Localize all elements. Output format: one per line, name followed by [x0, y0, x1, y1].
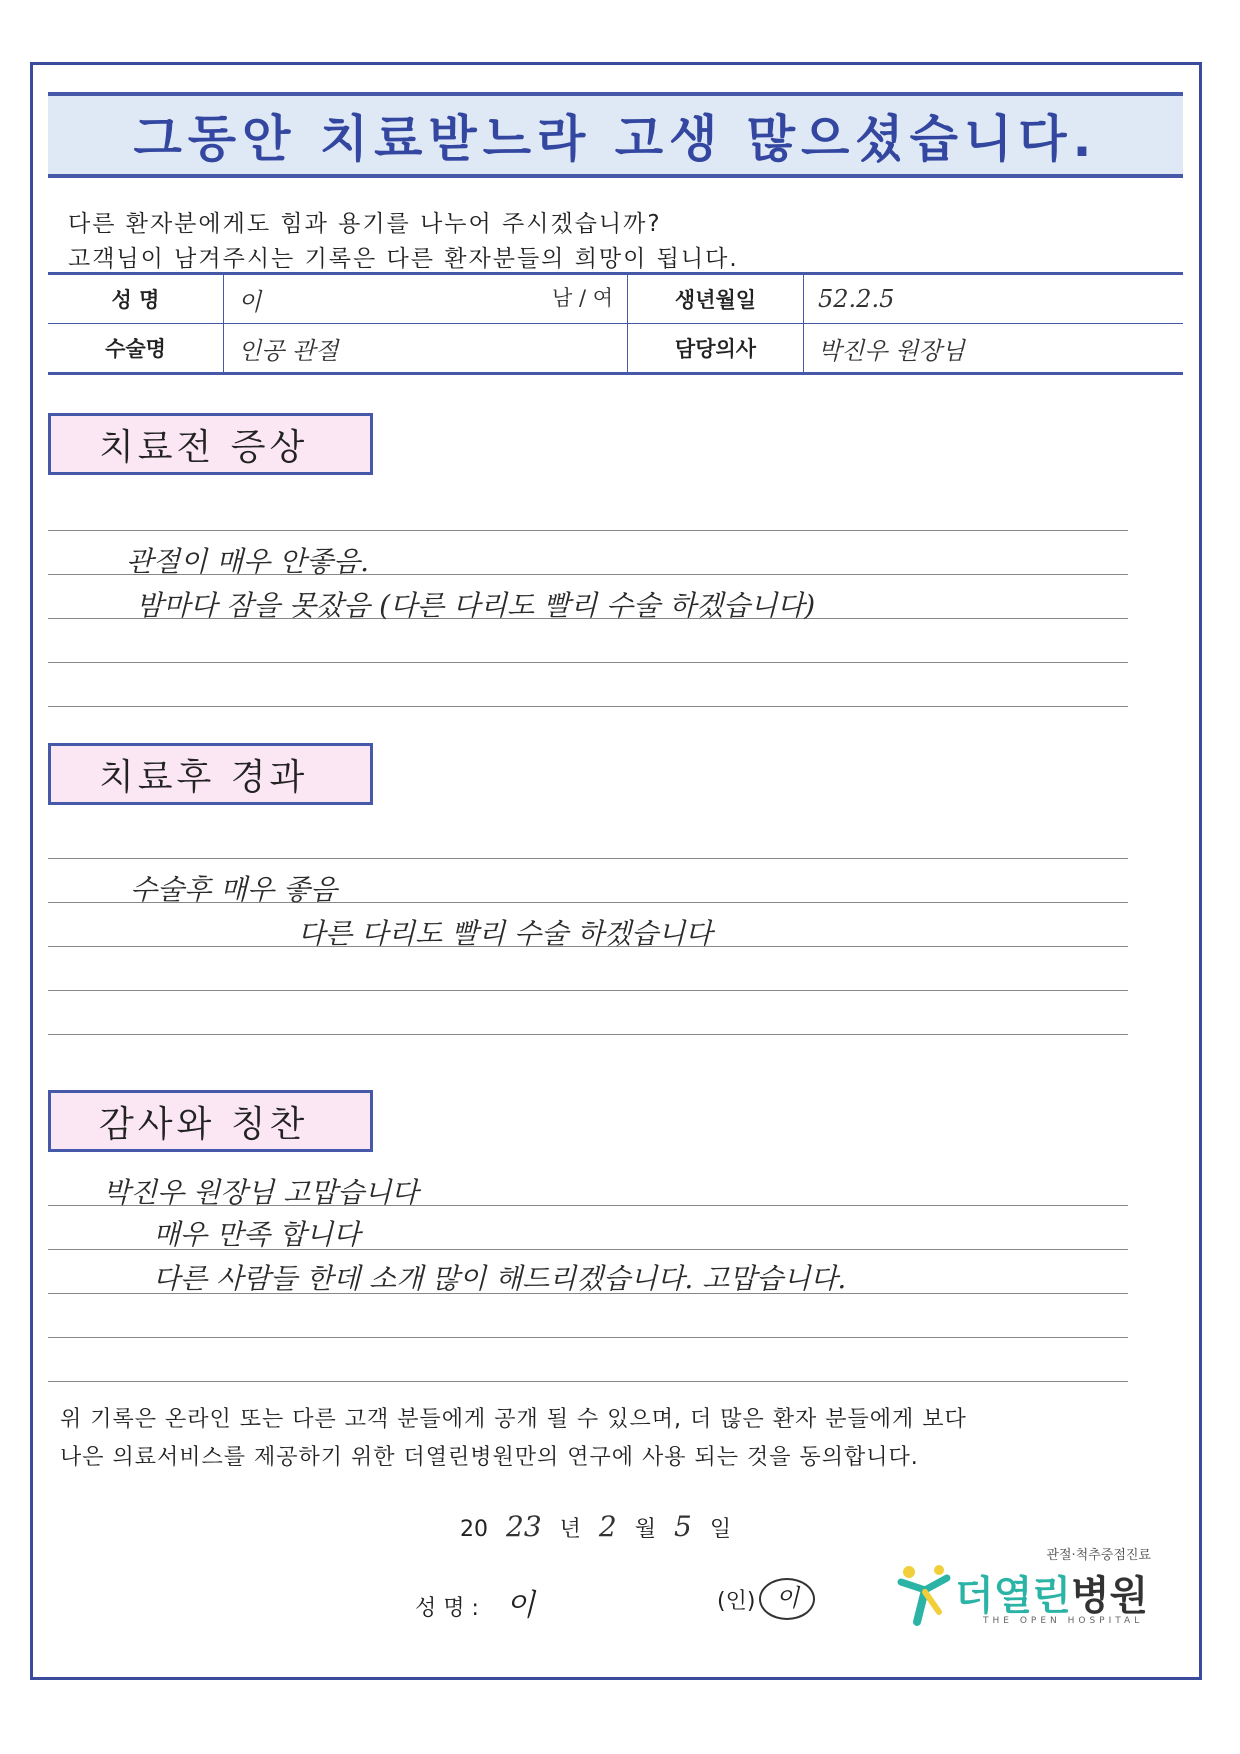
rule-line: [48, 858, 1128, 859]
birth-field[interactable]: 52.2.5: [804, 274, 1184, 324]
rule-line: [48, 530, 1128, 531]
section-after-header: 치료후 경과: [48, 743, 373, 805]
rule-line: [48, 1337, 1128, 1338]
before-text-1: 관절이 매우 안좋음.: [126, 545, 370, 578]
section-thanks-header: 감사와 칭찬: [48, 1090, 373, 1152]
seal-mark[interactable]: 이: [759, 1578, 815, 1620]
after-text-1: 수술후 매우 좋음: [130, 873, 338, 906]
seal-row: [717, 1578, 815, 1620]
thanks-text-2: 매우 만족 합니다: [153, 1218, 361, 1251]
thanks-text-3: 다른 사람들 한데 소개 많이 해드리겠습니다. 고맙습니다.: [153, 1262, 847, 1295]
logo-name-part1: 더열린: [955, 1573, 1071, 1619]
surgery-label: 수술명: [48, 324, 224, 374]
before-text-2: 밤마다 잠을 못잤음 (다른 다리도 빨리 수술 하겠습니다): [136, 589, 816, 622]
hospital-logo: [895, 1542, 1165, 1632]
signature-label: 성 명 :: [415, 1596, 479, 1621]
after-text-2: 다른 다리도 빨리 수술 하겠습니다: [298, 917, 713, 950]
consent-line-1: 위 기록은 온라인 또는 다른 고객 분들에게 공개 될 수 있으며, 더 많은 환자 분들에게 보다: [60, 1407, 967, 1432]
intro-line-1: 다른 환자분에게도 힘과 용기를 나누어 주시겠습니까?: [68, 211, 662, 237]
date-year[interactable]: 23: [506, 1510, 542, 1543]
logo-english: THE OPEN HOSPITAL: [983, 1616, 1144, 1626]
date-month[interactable]: 2: [598, 1510, 617, 1543]
logo-figure-icon: [895, 1560, 955, 1630]
seal-label: (인): [717, 1588, 756, 1614]
patient-info-table: [48, 272, 1183, 375]
name-value: 이: [238, 287, 262, 316]
date-row: [460, 1510, 731, 1543]
rule-line: [48, 1381, 1128, 1382]
intro-line-2: 고객님이 남겨주시는 기록은 다른 환자분들의 희망이 됩니다.: [68, 246, 739, 272]
name-field[interactable]: [224, 274, 628, 324]
signature-value[interactable]: 이: [505, 1588, 535, 1623]
logo-tagline: 관절·척추중점진료: [1046, 1548, 1151, 1563]
rule-line: [48, 662, 1128, 663]
name-label: 성 명: [48, 274, 224, 324]
rule-line: [48, 990, 1128, 991]
section-before-header: 치료전 증상: [48, 413, 373, 475]
title-banner: [48, 92, 1183, 178]
page-title: 그동안 치료받느라 고생 많으셨습니다.: [133, 110, 1098, 168]
doctor-label: 담당의사: [628, 324, 804, 374]
date-day[interactable]: 5: [674, 1510, 692, 1543]
birth-label: 생년월일: [628, 274, 804, 324]
date-day-unit: 일: [709, 1517, 732, 1542]
logo-name: [955, 1564, 1148, 1621]
gender-choice[interactable]: 남 / 여: [552, 285, 613, 310]
logo-name-part2: 병원: [1070, 1573, 1149, 1619]
date-year-unit: 년: [559, 1517, 581, 1542]
date-prefix: 20: [460, 1517, 488, 1542]
doctor-field[interactable]: 박진우 원장님: [804, 324, 1184, 374]
rule-line: [48, 706, 1128, 707]
thanks-text-1: 박진우 원장님 고맙습니다: [103, 1176, 419, 1209]
signature-row: [415, 1580, 535, 1624]
consent-line-2: 나은 의료서비스를 제공하기 위한 더열린병원만의 연구에 사용 되는 것을 동의합니다.: [60, 1445, 919, 1470]
surgery-field[interactable]: 인공 관절: [224, 324, 628, 374]
date-month-unit: 월: [634, 1517, 656, 1542]
rule-line: [48, 1034, 1128, 1035]
